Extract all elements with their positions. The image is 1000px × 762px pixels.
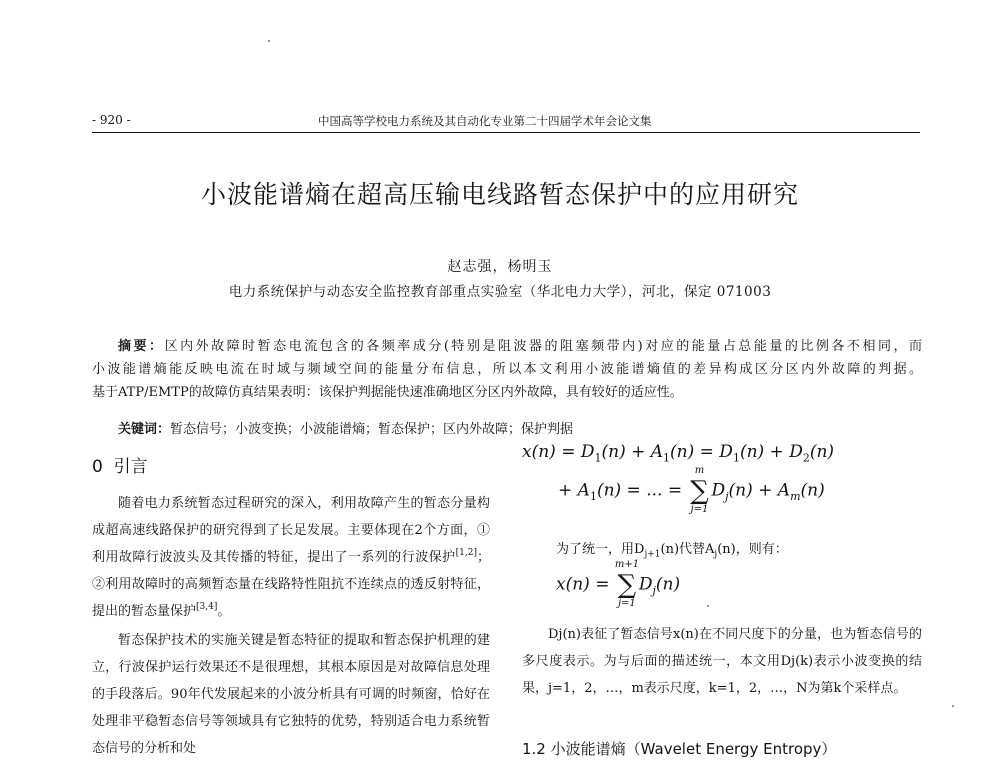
citation-1-2: [1,2] [455,548,477,558]
section-heading-1-2: 1.2 小波能谱熵（Wavelet Energy Entropy） [522,740,837,758]
intro-paragraph-1: 随着电力系统暂态过程研究的深入，利用故障产生的暂态分量构成超高速线路保护的研究得到了长足发展。主要体现在2个方面，①利用故障行波波头及其传播的特征，提出了一系列的行波保护[1,2]；②利用故障时的高频暂态量在线路特性阻抗不连续点的透反射特征，提出的暂态量保护[3,4]。 [92,496,490,619]
keywords [118,418,573,437]
citation-3-4: [3,4] [196,602,218,612]
scan-speck [268,40,270,42]
section-heading-intro: 0 引言 [92,457,148,477]
scan-speck [707,605,709,607]
sum-symbol-2: m+1 ∑ j=1 [614,559,640,609]
equation-2: + $A_1(n)$ = ... = m ∑ j=1 $D_j(n) + A_m(n)$ [558,465,825,515]
left-column [92,490,490,762]
abstract-line-3: 基于ATP/EMTP的故障仿真结果表明：该保护判据能快速准确地区分区内外故障，具有较好的适应性。 [92,385,683,400]
abstract-line-2: 小波能谱熵能反映电流在时域与频域空间的能量分布信息，所以本文利用小波能谱熵值的差异构成区分区内外故障的判据。 [92,362,922,377]
abstract-label: 摘要： [118,339,165,354]
intro-paragraph-2: 暂态保护技术的实施关键是暂态特征的提取和暂态保护机理的建立，行波保护运行效果还不是很理想，其根本原因是对故障信息处理的手段落后。90年代发展起来的小波分析具有可调的时频窗，恰好在处理非平稳暂态信号等领域具有它独特的优势，特别适合电力系统暂态信号的分析和处 [92,633,490,756]
equation-3: x(n) = m+1 ∑ j=1 $D_j(n)$ [556,559,681,609]
affiliation: 电力系统保护与动态安全监控教育部重点实验室（华北电力大学），河北，保定 071003 [228,284,772,300]
keywords-text: 暂态信号；小波变换；小波能谱熵；暂态保护；区内外故障；保护判据 [170,422,574,437]
authors: 赵志强，杨明玉 [447,259,553,275]
keywords-label: 关键词： [118,422,171,437]
page-number: - 920 - [92,113,131,127]
multiscale-paragraph: Dj(n)表征了暂态信号x(n)在不同尺度下的分量，也为暂态信号的多尺度表示。为与后面的描述统一，本文用Dj(k)表示小波变换的结果，j=1，2，…，m表示尺度，k=1，2，…，N为第k个采样点。 [522,627,922,696]
substitution-note: 为了统一，用$D_{j+1}(n)$代替$A_j(n)$，则有： [556,542,788,560]
header-rule [92,132,920,133]
abstract-line-1: 摘要：区内外故障时暂态电流包含的各频率成分(特别是阻波器的阻塞频带内)对应的能量占总能量的比例各不相同，而 [118,339,922,354]
equation-1: $x(n) = D_1(n) + A_1(n) = D_1(n) + D_2(n)$ [522,442,835,465]
journal-title: 中国高等学校电力系统及其自动化专业第二十四届学术年会论文集 [318,114,652,128]
right-paragraph [522,621,922,702]
scan-speck [952,705,954,707]
abstract [92,335,922,404]
paper-title: 小波能谱熵在超高压输电线路暂态保护中的应用研究 [200,180,799,209]
sum-symbol: m ∑ j=1 [690,465,709,515]
